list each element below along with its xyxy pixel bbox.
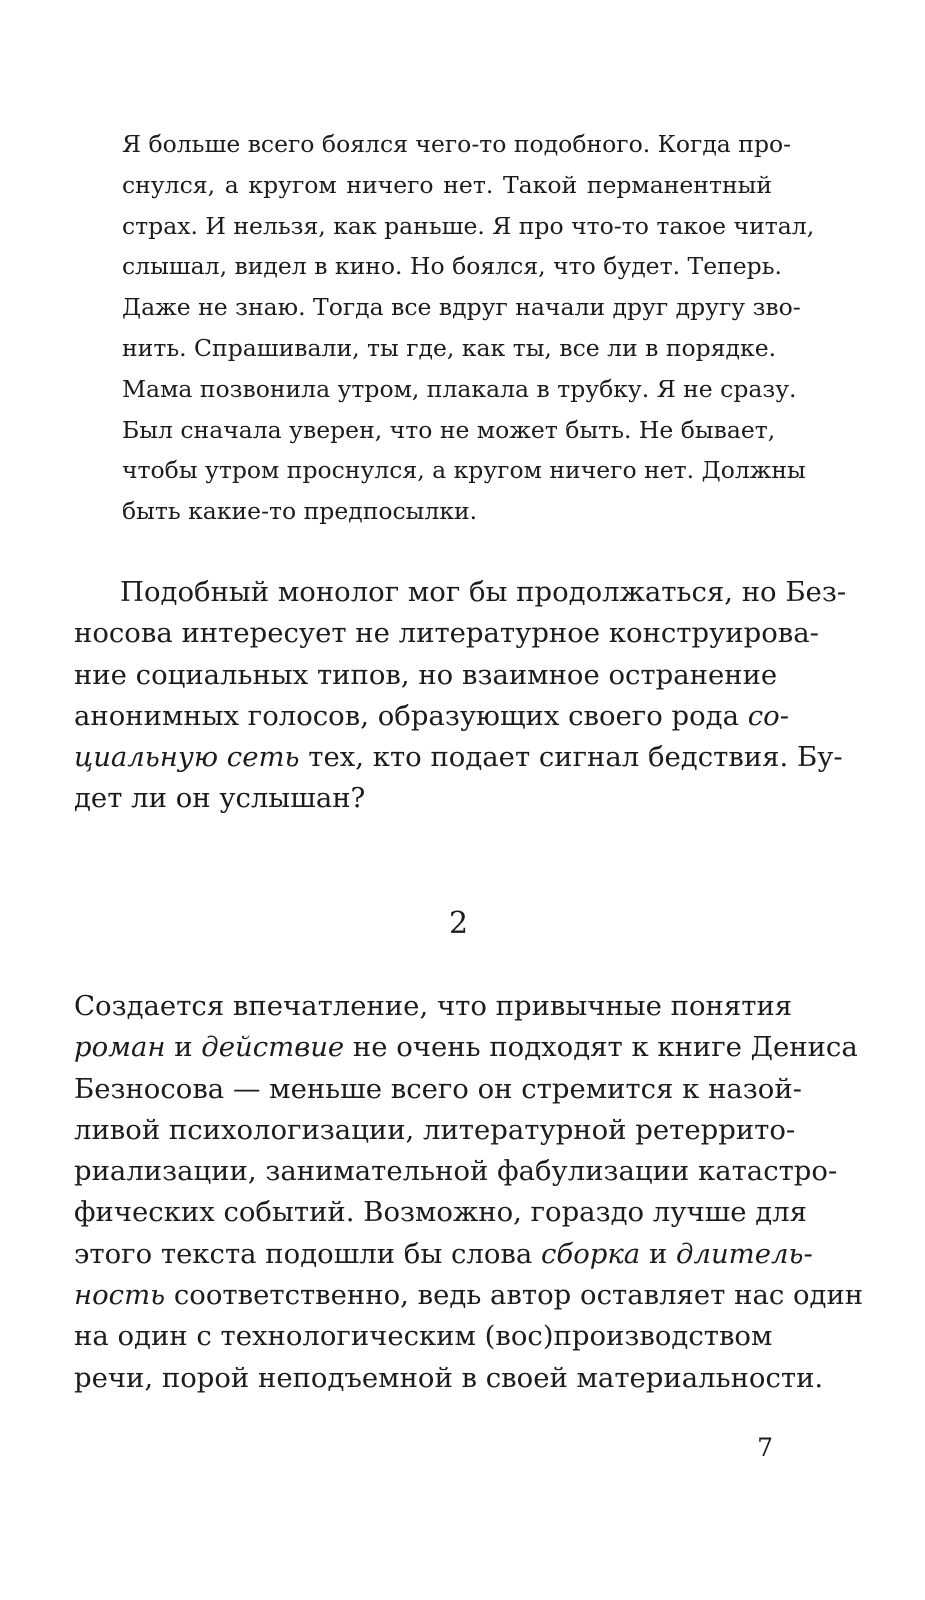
paragraph-line: Подобный монолог мог бы продолжаться, но Без-: [120, 576, 847, 608]
paragraph-1: [74, 572, 847, 820]
italic-term: роман: [74, 1031, 166, 1064]
text-run: этого текста подошли бы слова: [74, 1237, 542, 1270]
text-run: и: [640, 1237, 677, 1270]
text-run: соответственно, ведь автор оставляет нас один: [165, 1279, 864, 1312]
italic-term: сборка: [541, 1237, 641, 1270]
quote-line: Мама позвонила утром, плакала в трубку. Я не сразу.: [122, 374, 797, 403]
paragraph-line: носова интересует не литературное конструирова-: [74, 617, 819, 650]
italic-term: ность: [74, 1279, 166, 1312]
italic-term: действие: [201, 1031, 345, 1064]
quote-line: Я больше всего боялся чего-то подобного. Когда про-: [122, 130, 792, 158]
text-run: не очень подходят к книге Дениса: [344, 1031, 858, 1064]
quote-line: слышал, видел в кино. Но боялся, что будет. Теперь.: [122, 252, 782, 281]
section-heading: [0, 898, 925, 950]
paragraph-line: на один с технологическим (вос)производством: [74, 1320, 773, 1353]
paragraph-line: ние социальных типов, но взаимное остранение: [74, 658, 778, 691]
section-number: 2: [448, 906, 469, 941]
paragraph-line: речи, порой неподъемной в своей материальности.: [74, 1361, 824, 1394]
paragraph-line: риализации, занимательной фабулизации катастро-: [74, 1155, 838, 1188]
quote-line: Даже не знаю. Тогда все вдруг начали друг другу зво-: [122, 293, 801, 322]
paragraph-line: дет ли он услышан?: [74, 782, 366, 815]
paragraph-line: Безносова — меньше всего он стремится к назой-: [74, 1072, 802, 1105]
text-run: тех, кто подает сигнал бедствия. Бу-: [299, 741, 843, 774]
quote-line: чтобы утром проснулся, а кругом ничего нет. Должны: [122, 456, 806, 485]
paragraph-line: [74, 696, 789, 737]
quote-line: страх. И нельзя, как раньше. Я про что-то такое читал,: [122, 211, 815, 240]
paragraph-line: ливой психологизации, литературной ретеррито-: [74, 1113, 796, 1146]
paragraph-line: фических событий. Возможно, гораздо лучше для: [74, 1196, 807, 1229]
quote-line: нить. Спрашивали, ты где, как ты, все ли в порядке.: [122, 333, 777, 362]
paragraph-line: [74, 737, 843, 778]
paragraph-2: [74, 986, 864, 1399]
quote-line: быть какие-то предпосылки.: [122, 497, 478, 526]
italic-term: циальную сеть: [74, 741, 300, 774]
paragraph-line: [74, 1275, 864, 1316]
italic-term: со-: [747, 699, 789, 732]
quote-line: Был сначала уверен, что не может быть. Не бывает,: [122, 415, 776, 444]
text-run: и: [165, 1031, 202, 1064]
paragraph-line: [74, 1234, 813, 1275]
italic-term: длитель-: [676, 1237, 813, 1270]
quote-block: [122, 124, 815, 532]
paragraph-line: Создается впечатление, что привычные понятия: [74, 990, 793, 1022]
page-number: 7: [757, 1433, 773, 1462]
text-run: анонимных голосов, образующих своего рода: [74, 699, 748, 732]
paragraph-line: [74, 1027, 858, 1068]
quote-line: снулся, а кругом ничего нет. Такой перманентный: [122, 170, 772, 199]
